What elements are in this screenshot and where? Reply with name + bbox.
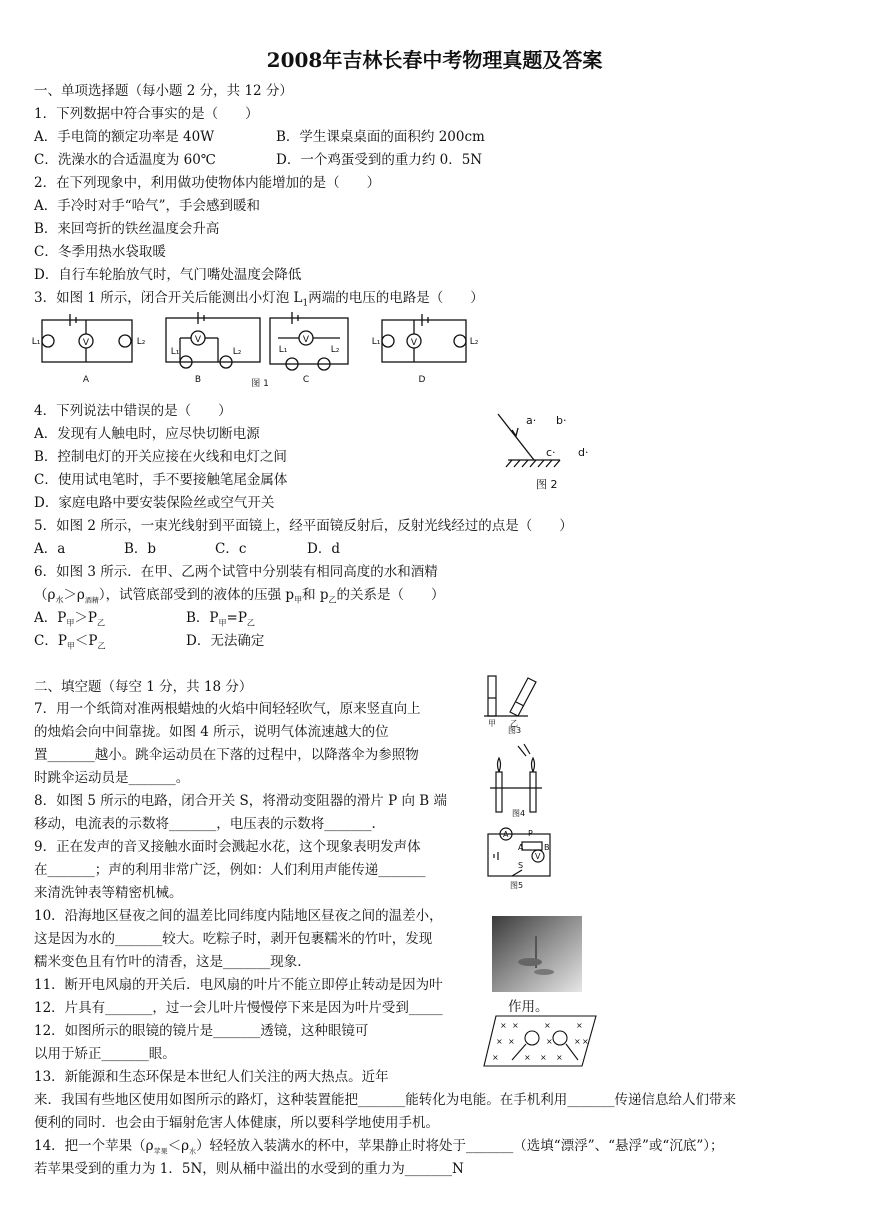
svg-text:a·: a·: [526, 414, 537, 427]
svg-text:V: V: [302, 335, 310, 345]
q14-line2: 若苹果受到的重力为 1．5N，则从桶中溢出的水受到的重力为_______N: [34, 1161, 464, 1177]
svg-text:V: V: [194, 335, 202, 345]
svg-text:c·: c·: [546, 446, 556, 459]
q6-option-c: C．$P_甲<P_乙$: [34, 633, 106, 651]
svg-text:A: A: [518, 843, 524, 852]
svg-text:图5: 图5: [510, 881, 524, 890]
q10-line3: 糯米变色且有竹叶的清香，这是_______现象.: [34, 954, 302, 970]
svg-text:L₂: L₂: [136, 337, 146, 347]
svg-text:L₁: L₁: [278, 345, 288, 355]
svg-text:D: D: [418, 375, 426, 385]
q12-line2: 以用于矫正_______眼。: [34, 1046, 176, 1062]
q7-line4: 时跳伞运动员是_______。: [34, 770, 190, 786]
q2-option-a: A．手冷时对手“哈气”，手会感到暖和: [34, 198, 261, 214]
q6-option-b: B．$P_甲=P_乙$: [186, 610, 255, 628]
q12-line1: 12．如图所示的眼镜的镜片是_______透镜，这种眼镜可: [34, 1023, 369, 1039]
svg-text:P: P: [528, 829, 533, 838]
q5-option-d: D．d: [307, 541, 340, 557]
svg-text:图 2: 图 2: [536, 478, 558, 491]
q9-line1: 9．正在发声的音叉接触水面时会溅起水花，这个现象表明发声体: [34, 839, 421, 855]
q13-line1: 13．新能源和生态环保是本世纪人们关注的两大热点。近年: [34, 1069, 389, 1085]
svg-text:×: ×: [500, 1021, 507, 1030]
q9-line3: 来清洗钟表等精密机械。: [34, 885, 183, 901]
svg-text:甲: 甲: [488, 719, 496, 728]
q3-stem: 3．如图 1 所示，闭合开关后能测出小灯泡 $L_1$两端的电压的电路是（ ）: [34, 290, 484, 309]
svg-text:b·: b·: [556, 414, 567, 427]
q2-stem: 2．在下列现象中，利用做功使物体内能增加的是（ ）: [34, 175, 381, 191]
svg-text:×: ×: [546, 1037, 553, 1046]
q10-line2: 这是因为水的_______较大。吃粽子时，剥开包裹糯米的竹叶，发现: [34, 931, 433, 947]
fan-photo: [492, 916, 582, 992]
section-1-heading: 一、单项选择题（每小题 2 分，共 12 分）: [34, 83, 293, 99]
svg-text:d·: d·: [578, 446, 589, 459]
section-2-heading: 二、填空题（每空 1 分，共 18 分）: [34, 679, 253, 695]
q5-option-c: C．c: [215, 541, 247, 557]
svg-text:×: ×: [508, 1037, 515, 1046]
q11-line1: 11．断开电风扇的开关后．电风扇的叶片不能立即停止转动是因为叶: [34, 977, 443, 993]
svg-text:图4: 图4: [512, 809, 526, 818]
q1-option-c: C．洗澡水的合适温度为 60℃: [34, 152, 216, 168]
q13-line3: 便利的同时．也会由于辐射危害人体健康，所以要科学地使用手机。: [34, 1115, 439, 1131]
q1-option-a: A．手电筒的额定功率是 40W: [34, 129, 215, 145]
q9-line2: 在_______；声的利用非常广泛，例如：人们利用声能传递_______: [34, 862, 426, 878]
figure-2-mirror: [494, 410, 604, 496]
svg-text:A: A: [503, 830, 509, 839]
q1-stem: 1．下列数据中符合事实的是（ ）: [34, 106, 259, 122]
svg-text:×: ×: [574, 1037, 581, 1046]
svg-text:×: ×: [556, 1053, 563, 1062]
q8-line2: 移动，电流表的示数将_______，电压表的示数将_______.: [34, 816, 376, 832]
svg-text:乙: 乙: [510, 719, 518, 728]
svg-text:L₁: L₁: [371, 337, 381, 347]
q6-option-d: D．无法确定: [186, 633, 265, 649]
svg-text:L₂: L₂: [330, 345, 340, 355]
q2-option-c: C．冬季用热水袋取暖: [34, 244, 166, 260]
svg-text:×: ×: [524, 1053, 531, 1062]
svg-text:B: B: [194, 375, 202, 385]
svg-text:V: V: [535, 852, 541, 861]
q10-line1: 10．沿海地区昼夜之间的温差比同纬度内陆地区昼夜之间的温差小，: [34, 908, 443, 924]
svg-text:L₂: L₂: [232, 347, 242, 357]
figure-4-candles: [486, 742, 556, 818]
svg-text:图3: 图3: [508, 726, 522, 734]
figure-5-circuit: [482, 822, 560, 892]
q8-line1: 8．如图 5 所示的电路，闭合开关 S，将滑动变阻器的滑片 P 向 B 端: [34, 793, 447, 809]
svg-text:×: ×: [492, 1053, 499, 1062]
svg-text:C: C: [302, 375, 310, 385]
q2-option-b: B．来回弯折的铁丝温度会升高: [34, 221, 220, 237]
q7-line2: 的烛焰会向中间靠拢。如图 4 所示，说明气体流速越大的位: [34, 724, 389, 740]
q6-stem-line1: 6．如图 3 所示．在甲、乙两个试管中分别装有相同高度的水和酒精: [34, 564, 438, 580]
q5-stem: 5．如图 2 所示，一束光线射到平面镜上，经平面镜反射后，反射光线经过的点是（ ）: [34, 518, 573, 534]
svg-text:×: ×: [576, 1021, 583, 1030]
q7-line1: 7．用一个纸筒对准两根蜡烛的火焰中间轻轻吹气，原来竖直向上: [34, 701, 421, 717]
page-title: 2008年吉林长春中考物理真题及答案: [266, 48, 603, 72]
svg-text:B: B: [544, 843, 550, 852]
figure-3-test-tubes: [482, 672, 542, 734]
q1-option-b: B．学生课桌桌面的面积约 200cm: [276, 129, 485, 145]
q6-stem-line2: $(\rho_水>\rho_{酒精})$，试管底部受到的液体的压强 $p_甲$和 $p_乙$的关系是（ ）: [34, 587, 445, 605]
figure-1-circuits: [30, 308, 500, 390]
q14-line1: 14．把一个苹果$(\rho_{苹果}<\rho_水)$轻轻放入装满水的杯中，苹果静止时将处于_______（选填“漂浮”、“悬浮”或“沉底”）；: [34, 1138, 724, 1156]
q5-option-b: B．b: [124, 541, 157, 557]
svg-text:S: S: [518, 861, 524, 870]
q11-line2-end: 作用。: [508, 999, 549, 1015]
svg-text:×: ×: [544, 1021, 551, 1030]
q4-option-d: D．家庭电路中要安装保险丝或空气开关: [34, 495, 275, 511]
svg-text:V: V: [82, 338, 90, 348]
svg-text:×: ×: [496, 1037, 503, 1046]
q1-option-d: D．一个鸡蛋受到的重力约 0．5N: [276, 152, 483, 168]
svg-text:×: ×: [512, 1021, 519, 1030]
q4-stem: 4．下列说法中错误的是（ ）: [34, 403, 232, 419]
q6-option-a: A．$P_甲>P_乙$: [34, 610, 105, 628]
svg-text:L₁: L₁: [31, 337, 41, 347]
svg-text:L₁: L₁: [170, 347, 180, 357]
q13-line2: 来．我国有些地区使用如图所示的路灯，这种装置能把_______能转化为电能。在手机利用_______传递信息给人们带来: [34, 1092, 736, 1108]
svg-text:图 1: 图 1: [251, 379, 269, 389]
q11-line2: 12．片具有_______，过一会儿叶片慢慢停下来是因为叶片受到_____: [34, 1000, 443, 1016]
q7-line3: 置_______越小。跳伞运动员在下落的过程中，以降落伞为参照物: [34, 747, 419, 763]
svg-text:A: A: [82, 375, 90, 385]
q5-option-a: A．a: [34, 541, 66, 557]
svg-text:×: ×: [540, 1053, 547, 1062]
q4-option-c: C．使用试电笔时，手不要接触笔尾金属体: [34, 472, 288, 488]
svg-text:L₂: L₂: [469, 337, 479, 347]
svg-text:×: ×: [582, 1037, 589, 1046]
svg-text:V: V: [410, 338, 418, 348]
q4-option-b: B．控制电灯的开关应接在火线和电灯之间: [34, 449, 287, 465]
q4-option-a: A．发现有人触电时，应尽快切断电源: [34, 426, 260, 442]
q2-option-d: D．自行车轮胎放气时，气门嘴处温度会降低: [34, 267, 302, 283]
figure-magnetic-field: [482, 1012, 598, 1070]
